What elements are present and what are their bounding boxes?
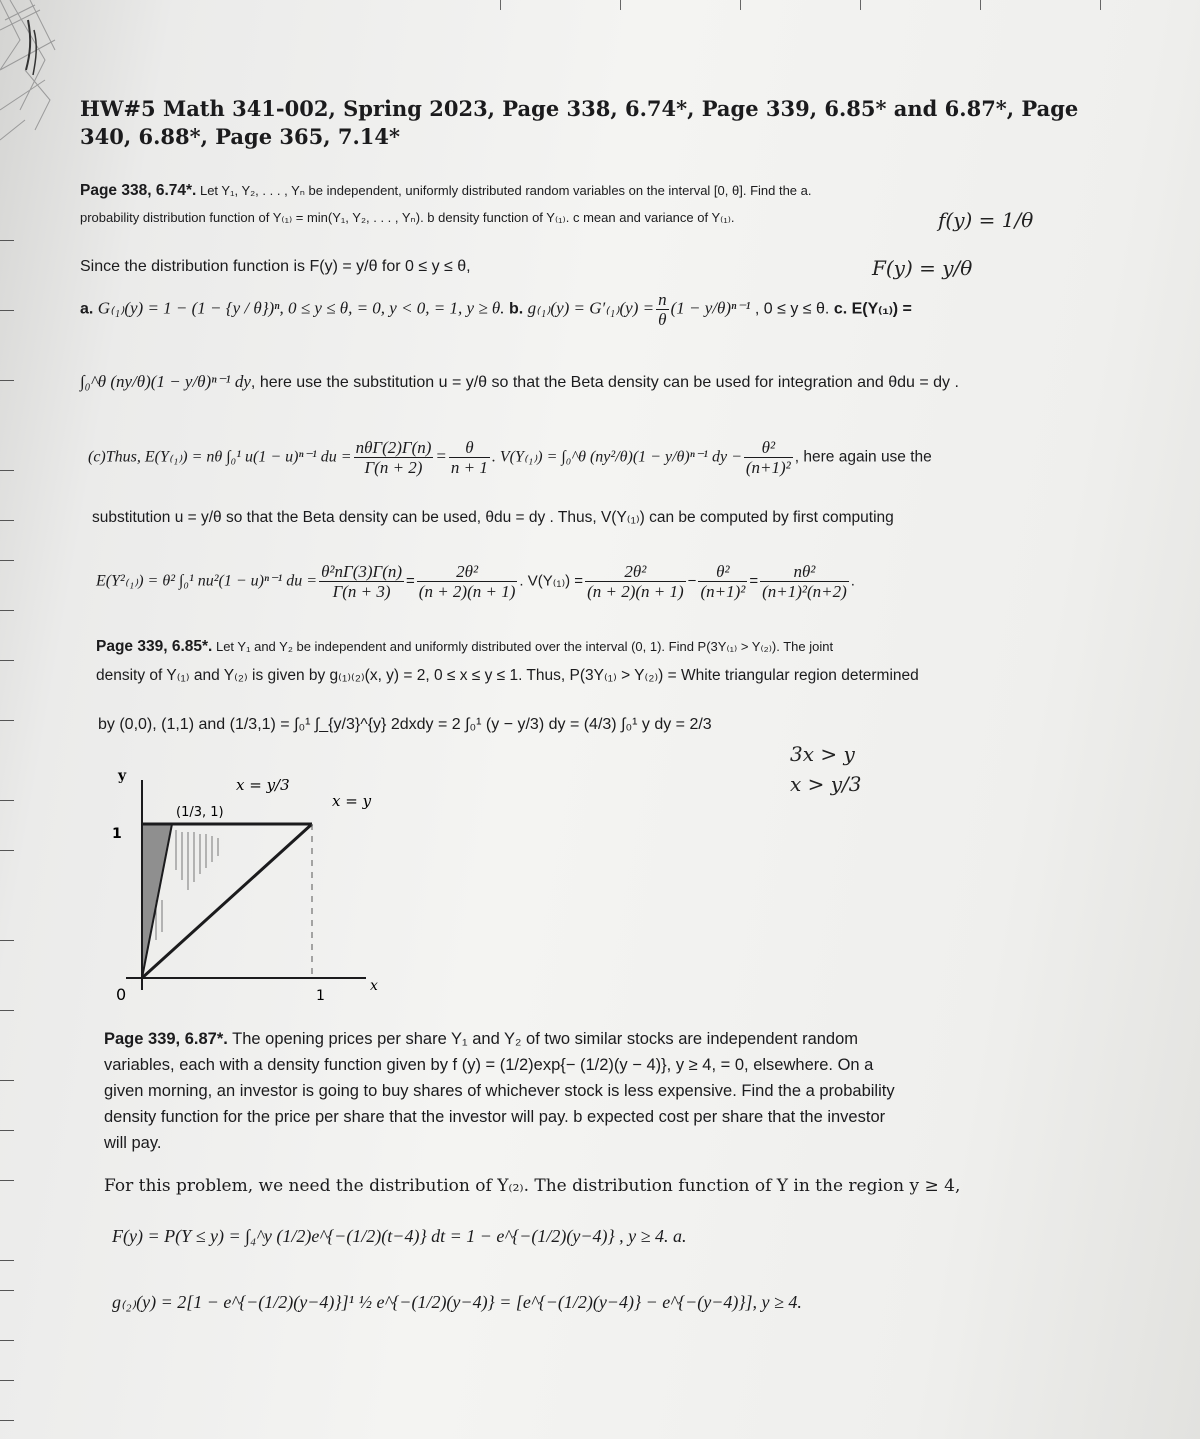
- second-moment-result-fraction: $\frac{\text{2θ²}}{(n + 2)(n + 1)}$: [418, 562, 516, 601]
- problem-687-cdf-equation: F(y) = P(Y ≤ y) = ∫₄^y (1/2)e^{−(1/2)(t−4)} dt = 1 − e^{−(1/2)(y−4)} , y ≥ 4. a.: [112, 1226, 687, 1246]
- minus-sign: −: [687, 572, 697, 590]
- problem-687-statement-line2: variables, each with a density function given by f (y) = (1/2)exp{− (1/2)(y − 4)}, y ≥ 4, = 0, elsewhere. On a: [104, 1056, 874, 1074]
- problem-685-text1: Let Y₁ and Y₂ be independent and uniformly distributed over the interval (0, 1). Find P(3Y₍₁₎ > Y₍₂₎). The joint: [215, 639, 834, 654]
- part-c-result-line: [88, 438, 932, 477]
- part-c-label: c. E(Y₍₁₎) =: [833, 300, 912, 318]
- problem-685-label: Page 339, 6.85*.: [96, 638, 213, 655]
- problem-685-statement-line1: [96, 638, 833, 656]
- part-b-equation-right: (1 − y/θ)ⁿ⁻¹: [670, 298, 751, 318]
- page-title-line2: 340, 6.88*, Page 365, 7.14*: [80, 124, 400, 149]
- diagonal-line-label: x = y: [332, 792, 372, 810]
- gamma-fraction: $\frac{\text{nθΓ(2)Γ(n)}}{\Gamma(n + 2)}$: [355, 438, 432, 477]
- problem-687-label: Page 339, 6.87*.: [104, 1030, 228, 1048]
- problem-687-text1: The opening prices per share Y₁ and Y₂ of two similar stocks are independent random: [232, 1030, 859, 1048]
- second-moment-line: E(Y²₍₁₎) = θ² ∫₀¹ nu²(1 − u)ⁿ⁻¹ du = $\frac{\text{θ²nΓ(3)Γ(n)}}{\Gamma(n + 3)}$ = $\frac{\text{2θ²}}{(n + 2)(n + 1)}$ . V(Y₍₁₎) = $\frac{\text{2θ²}}{(n + 2)(n + 1)}$ − $\frac{\text{θ²}}{\text{(n+1)²}}$ = $\frac{\text{nθ²}}{\text{(n+1)²(n+2)}}$ .: [96, 562, 855, 601]
- problem-674-label: Page 338, 6.74*.: [80, 182, 197, 199]
- here-again-note: , here again use the: [794, 448, 932, 466]
- variance-result-fraction: $\frac{\text{nθ²}}{\text{(n+1)²(n+2)}}$: [762, 562, 847, 601]
- problem-685-statement-line3: by (0,0), (1,1) and (1/3,1) = ∫₀¹ ∫_{y/3}^{y} 2dxdy = 2 ∫₀¹ (y − y/3) dy = (4/3) ∫₀¹ y dy = 2/3: [98, 716, 712, 733]
- problem-687-statement-line3: given morning, an investor is going to buy shares of whichever stock is less expensive. Find the a probability: [104, 1082, 895, 1100]
- handwritten-inequality-1: 3x > y: [790, 742, 855, 766]
- part-b-fraction: $\frac{n}{\theta}$: [658, 290, 667, 329]
- equals-sign: =: [435, 446, 447, 466]
- problem-687-work-line1: For this problem, we need the distribution of Y₍₂₎. The distribution function of Y in the region y ≥ 4,: [104, 1176, 961, 1196]
- substitution-note: , here use the substitution u = y/θ so that the Beta density can be used for integration and θdu = dy .: [250, 374, 959, 391]
- problem-687-statement-line5: will pay.: [104, 1134, 162, 1152]
- page-title-line1: HW#5 Math 341-002, Spring 2023, Page 338, 6.74*, Page 339, 6.85* and 6.87*, Page: [80, 96, 1079, 121]
- variance-subtract-fraction: $\frac{\text{θ²}}{\text{(n+1)²}}$: [745, 438, 791, 477]
- second-moment-lhs: E(Y²₍₁₎) = θ² ∫₀¹ nu²(1 − u)ⁿ⁻¹ du =: [96, 572, 318, 590]
- region-graph: [96, 750, 396, 1010]
- variance-term1-fraction: $\frac{\text{2θ²}}{(n + 2)(n + 1)}$: [587, 562, 684, 601]
- part-a-equation: G₍₁₎(y) = 1 − (1 − {y / θ})ⁿ, 0 ≤ y ≤ θ, = 0, y < 0, = 1, y ≥ θ.: [97, 298, 505, 318]
- handwritten-cdf-note: F(y) = y/θ: [872, 256, 973, 280]
- period: .: [850, 572, 855, 590]
- problem-674-statement-line1: [80, 182, 812, 200]
- part-b-range: , 0 ≤ y ≤ θ.: [754, 300, 830, 318]
- part-a-label: a.: [80, 300, 94, 318]
- origin-label: 0: [116, 985, 127, 1004]
- steep-line-label: x = y/3: [236, 776, 290, 794]
- part-c-integral-line: [80, 372, 959, 392]
- x-axis-label: x: [370, 978, 378, 994]
- part-b-equation-left: g₍₁₎(y) = G′₍₁₎(y) =: [527, 298, 655, 318]
- handwritten-inequality-2: x > y/3: [790, 772, 862, 796]
- expected-value-integral: ∫₀^θ (ny/θ)(1 − y/θ)ⁿ⁻¹ dy: [80, 372, 251, 391]
- problem-674-text1: Let Y₁, Y₂, . . . , Yₙ be independent, uniformly distributed random variables on the interval [0, θ]. Find the a.: [199, 183, 812, 198]
- variance-term2-fraction: $\frac{\text{θ²}}{\text{(n+1)²}}$: [700, 562, 746, 601]
- problem-687-statement-line4: density function for the price per share that the investor will pay. b expected cost per share that the investor: [104, 1108, 886, 1126]
- handwritten-density-note: f(y) = 1/θ: [938, 208, 1034, 232]
- second-moment-gamma-fraction: $\frac{\text{θ²nΓ(3)Γ(n)}}{\Gamma(n + 3)}$: [321, 562, 403, 601]
- substitution-line: substitution u = y/θ so that the Beta density can be used, θdu = dy . Thus, V(Y₍₁₎) can be computed by first computing: [92, 509, 894, 526]
- y-tick-label: 1: [112, 826, 122, 842]
- expected-value-thus: (c)Thus, E(Y₍₁₎) = nθ ∫₀¹ u(1 − u)ⁿ⁻¹ du =: [88, 448, 352, 466]
- part-ab-line: [80, 290, 912, 329]
- problem-687-statement-line1: [104, 1030, 858, 1049]
- mean-result-fraction: $\frac{\theta}{n + 1}$: [450, 438, 488, 477]
- problem-674-statement-line2: probability distribution function of Y₍₁₎ = min(Y₁, Y₂, . . . , Yₙ). b density function of Y₍₁₎. c mean and variance of Y₍₁₎.: [80, 210, 735, 225]
- x-tick-label: 1: [316, 988, 325, 1004]
- point-label: (1/3, 1): [176, 805, 224, 820]
- variance-integral: . V(Y₍₁₎) = ∫₀^θ (ny²/θ)(1 − y/θ)ⁿ⁻¹ dy −: [491, 448, 742, 466]
- distribution-function-line: Since the distribution function is F(y) = y/θ for 0 ≤ y ≤ θ,: [80, 258, 471, 275]
- problem-685-statement-line2: density of Y₍₁₎ and Y₍₂₎ is given by g₍₁₎₍₂₎(x, y) = 2, 0 ≤ x ≤ y ≤ 1. Thus, P(3Y₍₁₎ > Y₍₂₎) = White triangular region determined: [96, 667, 919, 684]
- problem-687-density-equation: g₍₂₎(y) = 2[1 − e^{−(1/2)(y−4)}]¹ ½ e^{−(1/2)(y−4)} = [e^{−(1/2)(y−4)} − e^{−(y−4)}], y ≥ 4.: [112, 1292, 802, 1312]
- variance-label: . V(Y₍₁₎) =: [519, 572, 584, 590]
- y-axis-label: y: [118, 768, 127, 784]
- top-edge-ticks: [60, 0, 1200, 14]
- part-b-label: b.: [508, 300, 524, 318]
